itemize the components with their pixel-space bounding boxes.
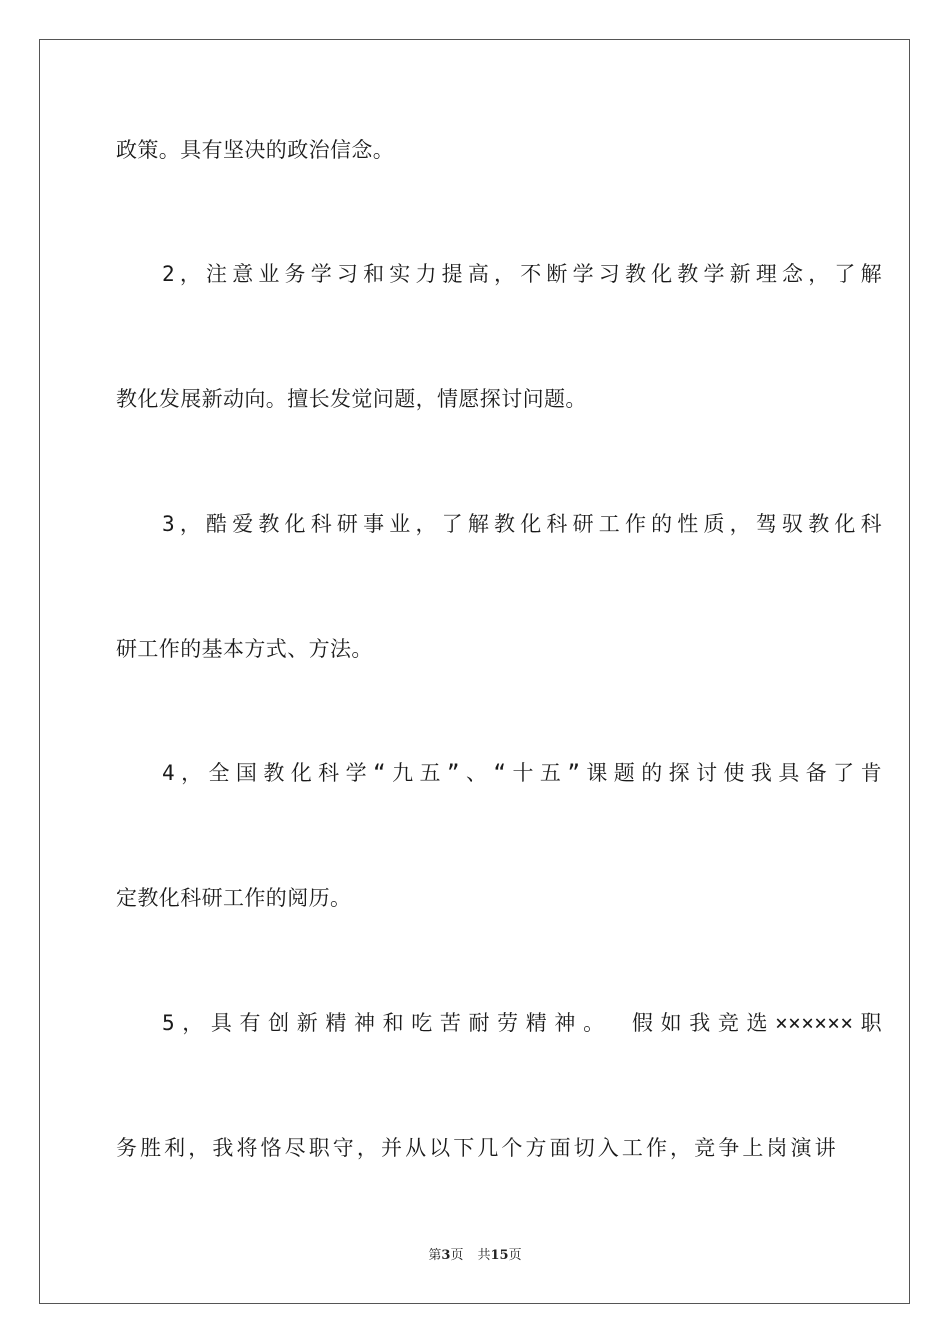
text-line-7: 定教化科研工作的阅历。 — [116, 886, 352, 910]
text-line-6: 4，全国教化科学“九五”、“十五”课题的探讨使我具备了肯 — [162, 761, 882, 785]
text-line-1: 政策。具有坚决的政治信念。 — [116, 138, 395, 162]
text-line-8: 5，具有创新精神和吃苦耐劳精神。 假如我竞选××××××职 — [162, 1011, 882, 1035]
footer-page-suffix: 页 — [450, 1248, 464, 1263]
footer-page-number: 3 — [441, 1248, 451, 1263]
text-line-4: 3，酷爱教化科研事业，了解教化科研工作的性质，驾驭教化科 — [162, 512, 882, 536]
text-line-3: 教化发展新动向。擅长发觉问题，情愿探讨问题。 — [116, 387, 587, 411]
footer-page-prefix: 第 — [428, 1248, 442, 1263]
footer-total-pages: 15 — [490, 1248, 509, 1263]
text-line-5: 研工作的基本方式、方法。 — [116, 637, 373, 661]
text-line-9: 务胜利，我将恪尽职守，并从以下几个方面切入工作，竞争上岗演讲 — [116, 1136, 836, 1160]
page-border — [39, 39, 910, 1304]
page-footer — [0, 1244, 950, 1263]
footer-total-suffix: 页 — [508, 1248, 522, 1263]
text-line-2: 2，注意业务学习和实力提高，不断学习教化教学新理念，了解 — [162, 262, 882, 286]
footer-total-prefix: 共 — [477, 1248, 491, 1263]
